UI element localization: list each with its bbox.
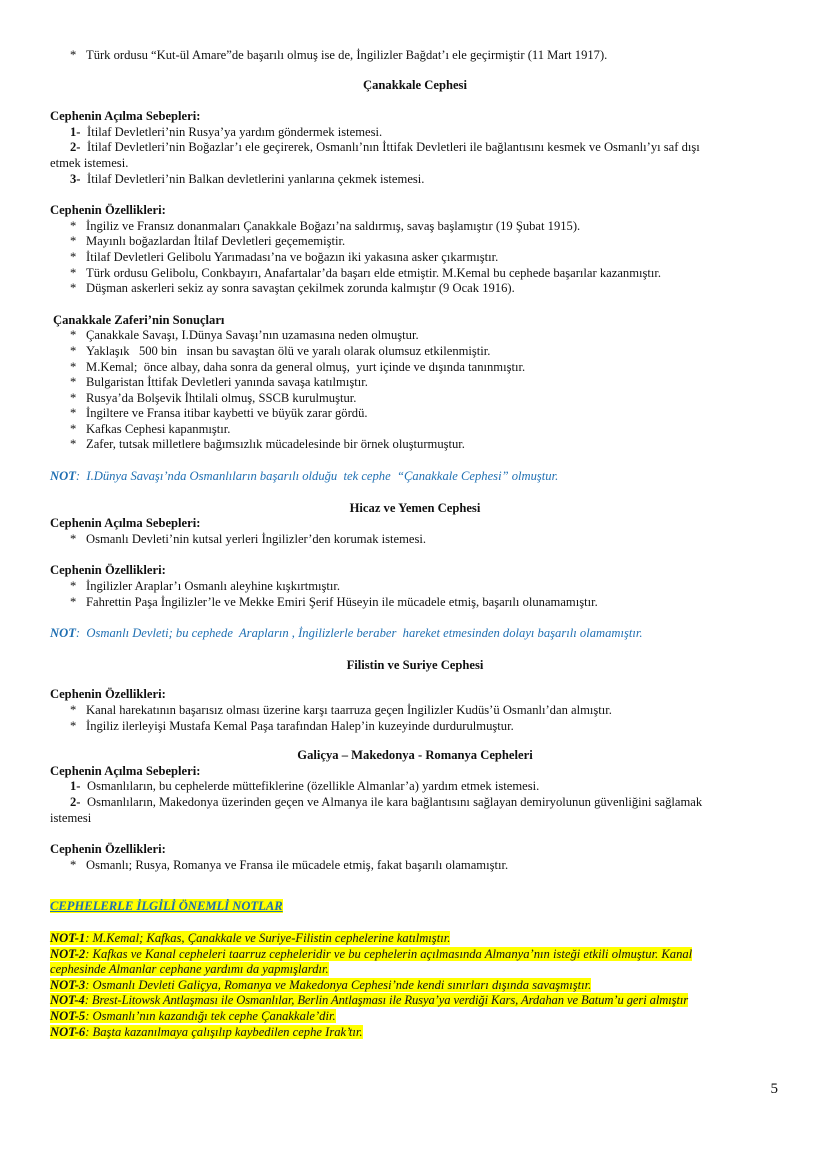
bullet-item: * Çanakkale Savaşı, I.Dünya Savaşı’nın uzamasına neden olmuştur. xyxy=(70,328,419,343)
important-notes-title: CEPHELERLE İLGİLİ ÖNEMLİ NOTLAR xyxy=(50,899,283,914)
section-title-hicaz: Hicaz ve Yemen Cephesi xyxy=(349,500,481,515)
bullet-item: * M.Kemal; önce albay, daha sonra da general olmuş, yurt içinde ve dışında tanınmıştır. xyxy=(70,359,526,374)
bullet-item: * Fahrettin Paşa İngilizler’le ve Mekke Emiri Şerif Hüseyin ile mücadele etmiş, başarılı olunamamıştır. xyxy=(70,594,598,609)
bullet-item: * Rusya’da Bolşevik İhtilali olmuş, SSCB kurulmuştur. xyxy=(70,390,357,405)
important-note-continuation: cephesinde Almanlar cephane yardımı da yapmışlardır. xyxy=(50,962,329,977)
numbered-item: 2- İtilaf Devletleri’nin Boğazlar’ı ele geçirerek, Osmanlı’nın İttifak Devletleri ile bağlantısını kesmek ve Osmanlı’yı saf dışı xyxy=(70,140,700,155)
subheading: Cephenin Açılma Sebepleri: xyxy=(50,516,201,531)
page-number: 5 xyxy=(770,1081,778,1097)
section-title-canakkale: Çanakkale Cephesi xyxy=(363,77,467,92)
bullet-item: * Mayınlı boğazlardan İtilaf Devletleri geçememiştir. xyxy=(70,234,346,249)
numbered-item: 2- Osmanlıların, Makedonya üzerinden geçen ve Almanya ile kara bağlantısını sağlayan demiryolunun güvenliğini sağlamak xyxy=(70,794,703,809)
subheading: Çanakkale Zaferi’nin Sonuçları xyxy=(53,312,225,327)
important-note: NOT-5: Osmanlı’nın kazandığı tek cephe Çanakkale’dir. xyxy=(50,1008,336,1023)
bullet-item: * Türk ordusu Gelibolu, Conkbayırı, Anafartalar’da başarı elde etmiştir. M.Kemal bu cephede başarılar kazanmıştır. xyxy=(70,265,662,280)
subheading: Cephenin Özellikleri: xyxy=(50,687,166,702)
bullet-item: * Türk ordusu “Kut-ül Amare”de başarılı olmuş ise de, İngilizler Bağdat’ı ele geçirmiştir (11 Mart 1917). xyxy=(70,48,608,62)
numbered-item-continuation: etmek istemesi. xyxy=(50,155,129,170)
bullet-item: * Kanal harekatının başarısız olması üzerine karşı taarruza geçen İngilizler Kudüs’ü Osmanlı’dan almıştır. xyxy=(70,703,612,717)
subheading: Cephenin Açılma Sebepleri: xyxy=(50,763,201,778)
bullet-item: * Zafer, tutsak milletlere bağımsızlık mücadelesinde bir örnek oluşturmuştur. xyxy=(70,437,465,452)
important-note: NOT-6: Başta kazanılmaya çalışılıp kaybedilen cephe Irak’tır. xyxy=(50,1024,363,1039)
bullet-item: * Bulgaristan İttifak Devletleri yanında savaşa katılmıştır. xyxy=(70,375,368,390)
bullet-item: * İngilizler Araplar’ı Osmanlı aleyhine kışkırtmıştır. xyxy=(70,579,341,594)
important-note: NOT-2: Kafkas ve Kanal cepheleri taarruz cepheleridir ve bu cephelerin açılmasında Almanya’nın isteği etkili olmuştur. Kanal xyxy=(50,946,693,961)
numbered-item-continuation: istemesi xyxy=(50,810,92,825)
bullet-item: * Osmanlı Devleti’nin kutsal yerleri İngilizler’den korumak istemesi. xyxy=(70,531,427,546)
bullet-item: * Yaklaşık 500 bin insan bu savaştan ölü ve yaralı olarak olumsuz etkilenmiştir. xyxy=(70,343,491,358)
bullet-item: * Düşman askerleri sekiz ay sonra savaştan çekilmek zorunda kalmıştır (9 Ocak 1916). xyxy=(70,281,515,296)
section-title-filistin: Filistin ve Suriye Cephesi xyxy=(346,657,484,672)
subheading: Cephenin Açılma Sebepleri: xyxy=(50,109,201,124)
bullet-item: * İngiltere ve Fransa itibar kaybetti ve büyük zarar gördü. xyxy=(70,406,368,421)
numbered-item: 1- Osmanlıların, bu cephelerde müttefiklerine (özellikle Almanlar’a) yardım etmek istemesi. xyxy=(70,779,540,794)
bullet-star-icon: * xyxy=(70,48,77,62)
important-note: NOT-1: M.Kemal; Kafkas, Çanakkale ve Suriye-Filistin cephelerine katılmıştır. xyxy=(50,930,451,945)
bullet-item: * Osmanlı; Rusya, Romanya ve Fransa ile mücadele etmiş, fakat başarılı olamamıştır. xyxy=(70,857,509,872)
important-note: NOT-3: Osmanlı Devleti Galiçya, Romanya ve Makedonya Cephesi’nde kendi sınırları dışında savaşmıştır. xyxy=(50,977,592,992)
section-title-galicya: Galiçya – Makedonya - Romanya Cepheleri xyxy=(297,748,533,763)
bullet-item: * İngiliz ilerleyişi Mustafa Kemal Paşa tarafından Halep’in kuzeyinde durdurulmuştur. xyxy=(70,718,514,733)
subheading: Cephenin Özellikleri: xyxy=(50,563,166,578)
subheading: Cephenin Özellikleri: xyxy=(50,203,166,218)
bullet-item: * Kafkas Cephesi kapanmıştır. xyxy=(70,421,231,436)
bullet-item: * İtilaf Devletleri Gelibolu Yarımadası’na ve boğazın iki yakasına asker çıkarmıştır. xyxy=(70,249,499,264)
numbered-item: 3- İtilaf Devletleri’nin Balkan devletlerini yanlarına çekmek istemesi. xyxy=(70,171,425,186)
bullet-item: * İngiliz ve Fransız donanmaları Çanakkale Boğazı’na saldırmış, savaş başlamıştır (19 Şubat 1915). xyxy=(70,218,581,233)
note-hicaz: NOT: Osmanlı Devleti; bu cephede Arapların , İngilizlerle beraber hareket etmesinden dolayı başarılı olamamıştır. xyxy=(50,626,643,641)
note-canakkale: NOT: I.Dünya Savaşı’nda Osmanlıların başarılı olduğu tek cephe “Çanakkale Cephesi” olmuştur. xyxy=(50,469,559,484)
numbered-item: 1- İtilaf Devletleri’nin Rusya’ya yardım göndermek istemesi. xyxy=(70,124,383,139)
subheading: Cephenin Özellikleri: xyxy=(50,842,166,857)
important-note: NOT-4: Brest-Litowsk Antlaşması ile Osmanlılar, Berlin Antlaşması ile Rusya’ya verdiği Kars, Ardahan ve Batum’u geri almıştır xyxy=(50,993,689,1008)
document-page xyxy=(50,48,780,1040)
